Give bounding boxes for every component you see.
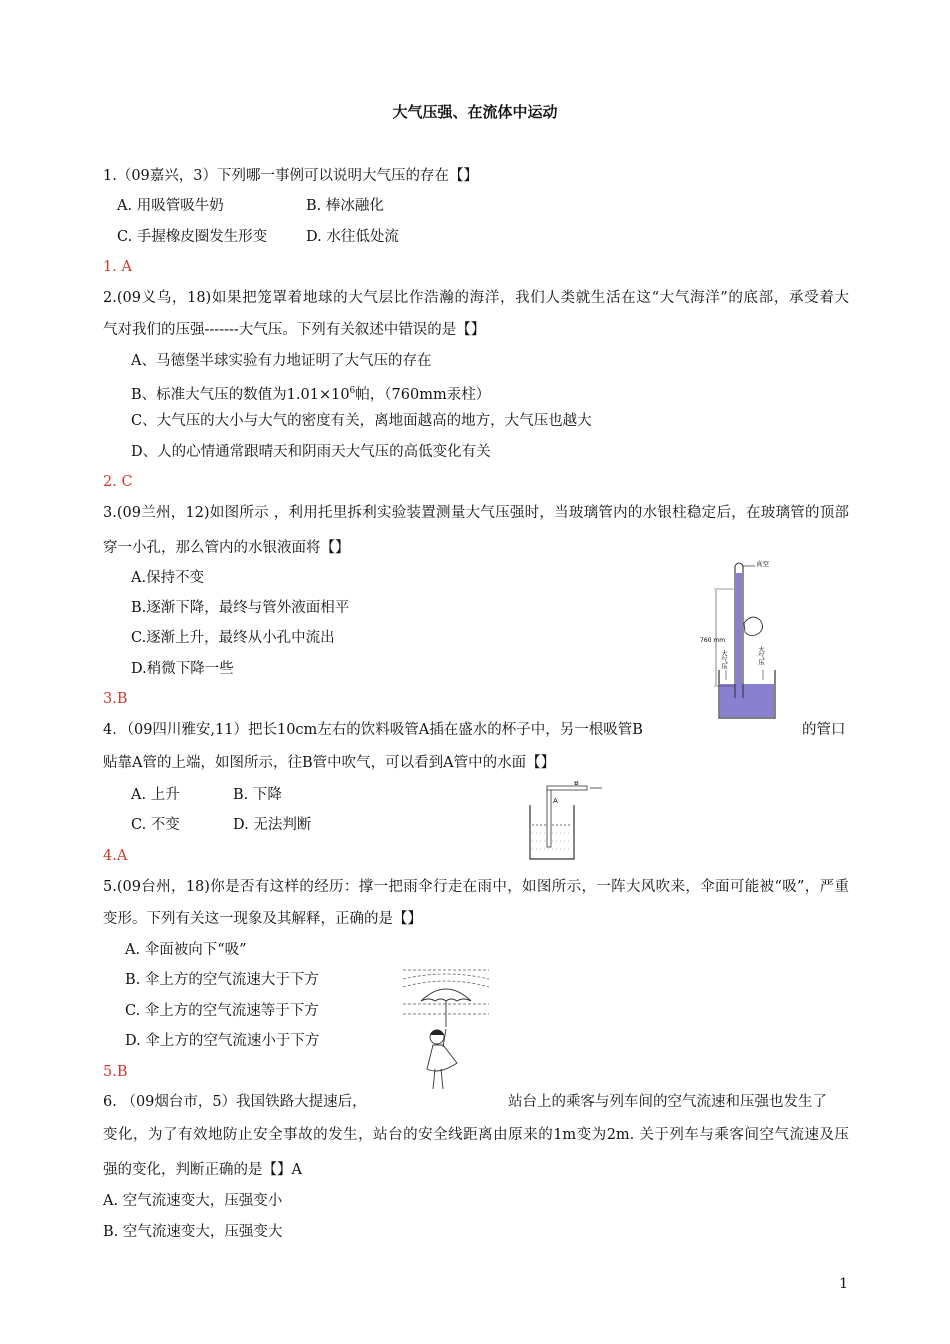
cup [530,805,574,859]
q4-stem-line1: 4．（09四川雅安,11）把长10cm左右的饮料吸管A插在盛水的杯子中，另一根吸管B [103,722,643,738]
q5-option-c: C. 伞上方的空气流速等于下方 [125,1003,319,1019]
q2-option-a: A、马德堡半球实验有力地证明了大气压的存在 [131,353,432,369]
q2-option-c: C、大气压的大小与大气的密度有关，离地面越高的地方，大气压也越大 [131,413,592,429]
q4-option-c: C. 不变 [131,817,180,833]
q2-stem-line1: 2.(09义乌，18)如果把笼罩着地球的大气层比作浩瀚的海洋，我们人类就生活在这“大气海洋”的底部，承受着大 [103,290,849,306]
q5-answer: 5.B [103,1064,128,1080]
q4-stem-line2: 贴靠A管的上端，如图所示，往B管中吹气，可以看到A管中的水面【】 [103,755,556,771]
page-title: 大气压强、在流体中运动 [392,103,558,121]
q3-stem-line2: 穿一小孔，那么管内的水银液面将【】 [103,540,350,556]
q4-option-b: B. 下降 [233,787,282,803]
q4-option-a: A. 上升 [131,787,180,803]
q2-option-b: B、标准大气压的数值为$1.01\times 10^6$帕，（760mm汞柱） [131,386,491,403]
q1-option-c: C. 手握橡皮圈发生形变 [117,229,268,245]
q3-option-b: B.逐渐下降，最终与管外液面相平 [131,600,350,616]
page-number: 1 [839,1276,848,1292]
umbrella-girl-figure [399,965,493,1095]
q1-option-b: B. 棒冰融化 [306,198,384,214]
q6-option-b: B. 空气流速变大，压强变大 [103,1224,283,1240]
straw-a-label: A [553,797,558,805]
umbrella-icon [421,989,471,1001]
mercury-column [736,573,742,698]
q2-stem-line2: 气对我们的压强-------大气压。下列有关叙述中错误的是【】 [103,322,486,338]
q2-option-d: D、人的心情通常跟晴天和阴雨天大气压的高低变化有关 [131,444,491,460]
hand-icon [744,617,763,635]
q4-option-d: D. 无法判断 [233,817,312,833]
q2-answer: 2. C [103,474,133,490]
girl-hair [430,1030,444,1035]
q1-option-d: D. 水往低处流 [306,229,399,245]
q3-option-d: D.稍微下降一些 [131,661,234,677]
q6-stem-line3: 强的变化，判断正确的是【】A [103,1162,302,1178]
q1-stem: 1.（09嘉兴，3）下列哪一事例可以说明大气压的存在【】 [103,168,479,184]
q3-option-a: A.保持不变 [131,570,205,586]
straw-b-label: B [574,781,579,787]
q5-option-a: A. 伞面被向下“吸” [125,942,247,958]
q5-stem-line2: 变形。下列有关这一现象及其解释，正确的是【】 [103,911,422,927]
mercury-dish-liquid [720,684,774,717]
pressure-label-right: 大气压 [757,646,765,666]
vacuum-label: 真空 [756,560,769,568]
q4-stem-line1-end: 的管口 [802,722,846,738]
q3-stem-line1: 3.(09兰州，12)如图所示 ，利用托里拆利实验装置测量大气压强时，当玻璃管内的水银柱稳定后，在玻璃管的顶部 [103,505,849,521]
q5-stem-line1: 5.(09台州，18)你是否有这样的经历：撑一把雨伞行走在雨中，如图所示，一阵大风吹来，伞面可能被“吸”，严重 [103,879,849,895]
girl-leg-right [441,1069,443,1089]
girl-leg-left [433,1069,435,1089]
q3-option-c: C.逐渐上升，最终从小孔中流出 [131,630,335,646]
torricelli-apparatus-figure [700,558,786,722]
pressure-label-left: 大气压 [720,650,728,670]
straw-cup-figure [526,781,604,863]
q5-option-b: B. 伞上方的空气流速大于下方 [125,972,319,988]
q3-answer: 3.B [103,691,128,707]
straw-b [547,786,587,790]
q6-stem-line1-end: 站台上的乘客与列车间的空气流速和压强也发生了 [508,1094,827,1110]
girl-dress [427,1045,457,1071]
q1-answer: 1. A [103,259,132,275]
q6-stem-line2: 变化，为了有效地防止安全事故的发生，站台的安全线距离由原来的1m变为2m. 关于列车与乘客间空气流速及压 [103,1127,849,1143]
q6-stem-line1: 6. （09烟台市，5）我国铁路大提速后， [103,1094,367,1110]
straw-a [547,789,551,847]
q6-option-a: A. 空气流速变大，压强变小 [103,1193,283,1209]
height-label: 760 mm [700,637,726,644]
q1-option-a: A. 用吸管吸牛奶 [117,198,224,214]
q5-option-d: D. 伞上方的空气流速小于下方 [125,1033,320,1049]
q4-answer: 4.A [103,848,128,864]
